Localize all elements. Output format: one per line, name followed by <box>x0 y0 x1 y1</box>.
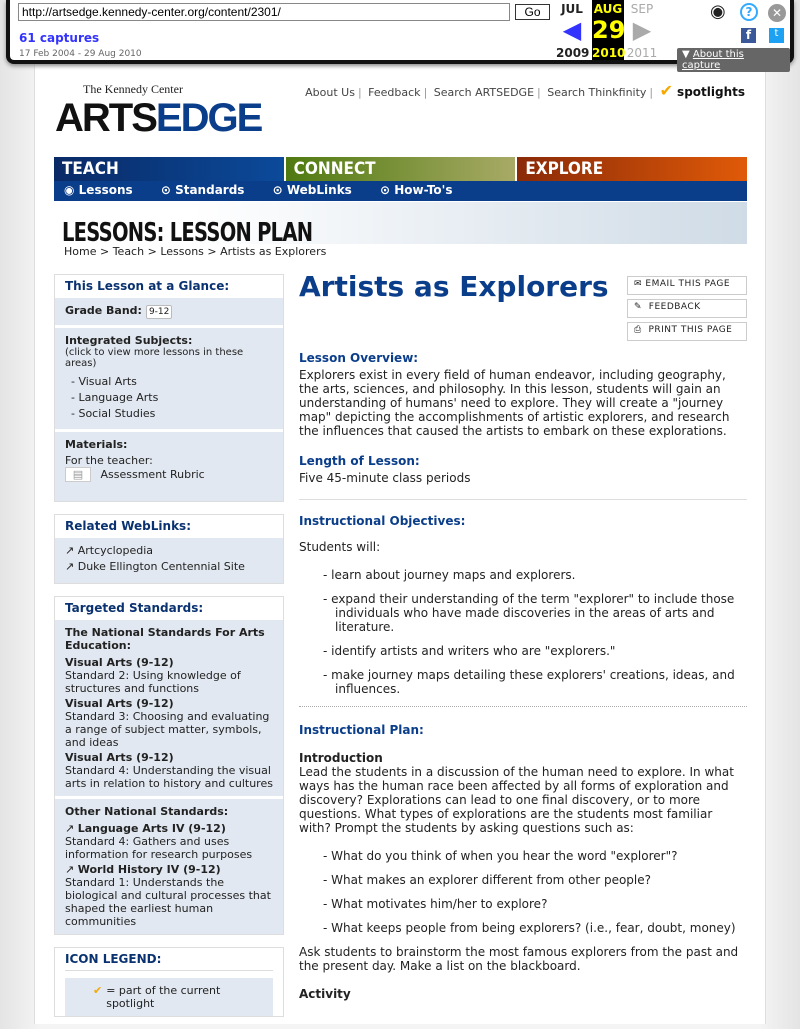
tab-explore[interactable]: EXPLORE <box>517 157 747 181</box>
standard-link[interactable]: Visual Arts (9-12) <box>65 656 174 669</box>
standard-link[interactable]: Language Arts IV (9-12) <box>77 822 226 835</box>
subjects-note: (click to view more lessons in these areas) <box>65 347 244 369</box>
capture-range: 17 Feb 2004 - 29 Aug 2010 <box>19 49 142 59</box>
subject-link[interactable]: Social Studies <box>78 407 156 420</box>
legend-text: = part of the current spotlight <box>106 984 221 1010</box>
standard-text: Standard 3: Choosing and evaluating a range of subject matter, symbols, and ideas <box>65 710 270 749</box>
structures-link[interactable]: structures <box>65 682 121 695</box>
brainstorm-text: Ask students to brainstorm the most famous explorers from the past and the present day. Make a list on the blackboard. <box>299 945 739 973</box>
standards-box <box>54 596 284 935</box>
subnav-label: Lessons <box>78 183 133 197</box>
other-standards-label: Other National Standards: <box>65 805 229 818</box>
subnav-howtos[interactable]: ⊙ How-To's <box>380 183 453 197</box>
main-content <box>299 270 747 1001</box>
about-label: About this capture <box>682 49 744 71</box>
standard-link[interactable]: Visual Arts (9-12) <box>65 697 174 710</box>
spotlight-icon: ✔ <box>93 984 103 997</box>
standard-text: and functions <box>120 682 200 695</box>
feedback-link[interactable]: Feedback <box>368 86 421 99</box>
icon-legend-box <box>54 947 284 1017</box>
subnav-label: WebLinks <box>286 183 352 197</box>
list-item: - make journey maps detailing these explorers' creations, ideas, and influences. <box>323 668 747 696</box>
sub-nav <box>54 181 747 201</box>
month-label: SEP <box>630 2 654 16</box>
url-input[interactable] <box>18 3 510 21</box>
action-label: EMAIL THIS PAGE <box>645 279 731 289</box>
breadcrumb-current: Artists as Explorers <box>220 245 327 258</box>
year-label: 2009 <box>556 46 590 60</box>
about-capture-button[interactable]: ▼ About this capture <box>677 48 790 72</box>
close-icon[interactable]: ✕ <box>768 4 786 22</box>
breadcrumb-lessons[interactable]: Lessons <box>160 245 204 258</box>
overview-heading: Lesson Overview: <box>299 351 419 365</box>
teacher-label: For the teacher: <box>65 454 153 467</box>
main-nav <box>54 157 747 181</box>
action-label: PRINT THIS PAGE <box>648 325 733 335</box>
spotlight-icon: ✔ <box>659 81 674 100</box>
objectives-list <box>323 568 747 696</box>
user-icon[interactable]: ◉ <box>710 1 726 22</box>
next-arrow-icon[interactable]: ▶ <box>632 16 652 44</box>
printer-icon: ⎙ <box>634 325 642 335</box>
edit-icon: ✎ <box>634 302 643 312</box>
weblink[interactable]: Duke Ellington Centennial Site <box>77 560 245 573</box>
list-item: - What makes an explorer different from other people? <box>323 873 747 887</box>
external-link-icon: ↗ <box>65 863 75 876</box>
lesson-title: Artists as Explorers <box>299 270 609 303</box>
page-actions <box>627 276 747 345</box>
list-item: - expand their understanding of the term "explorer" to include those individuals who have made discoveries in the areas of arts and literature. <box>323 592 747 634</box>
spotlights-link[interactable]: spotlights <box>677 85 745 99</box>
subnav-weblinks[interactable]: ⊙ WebLinks <box>272 183 352 197</box>
month-current <box>592 0 624 60</box>
year-label: 2010 <box>592 46 626 60</box>
grade-label: Grade Band: <box>65 304 142 317</box>
list-item: - What do you think of when you hear the word "explorer"? <box>323 849 747 863</box>
divider <box>299 706 747 707</box>
go-button[interactable]: Go <box>515 4 550 20</box>
search-thinkfinity-link[interactable]: Search Thinkfinity <box>547 86 647 99</box>
activity-heading: Activity <box>299 987 351 1001</box>
subject-link[interactable]: Visual Arts <box>78 375 137 388</box>
tab-teach[interactable]: TEACH <box>54 157 284 181</box>
about-us-link[interactable]: About Us <box>305 86 355 99</box>
subnav-label: Standards <box>175 183 245 197</box>
overview-text: Explorers exist in every field of human endeavor, including geography, the arts, sciences, and philosophy. In this lesson, students will gain an understanding of humans' need to explore. They will create a "journey map" depicting the accomplishments of artistic explorers, and research the influences that caused the artists to embark on these explorations. <box>299 368 730 438</box>
breadcrumb: Home > Teach > Lessons > Artists as Explorers <box>64 245 327 258</box>
year-label: 2011 <box>626 46 658 60</box>
standards-title: Targeted Standards: <box>55 597 283 619</box>
subnav-label: How-To's <box>394 183 453 197</box>
top-links: About Us | Feedback | Search ARTSEDGE | Search Thinkfinity | ✔ spotlights <box>305 81 745 100</box>
standard-link[interactable]: World History IV (9-12) <box>77 863 221 876</box>
divider <box>299 499 747 500</box>
month-label: AUG <box>593 2 623 16</box>
action-label: FEEDBACK <box>648 302 701 312</box>
weblink[interactable]: Artcyclopedia <box>77 544 153 557</box>
month-next[interactable] <box>626 0 658 60</box>
subjects-label: Integrated Subjects: <box>65 334 193 347</box>
objectives-heading: Instructional Objectives: <box>299 514 466 528</box>
weblinks-box <box>54 514 284 584</box>
assessment-rubric-link[interactable]: Assessment Rubric <box>100 468 205 481</box>
weblinks-title: Related WebLinks: <box>55 515 283 537</box>
materials-label: Materials: <box>65 438 128 451</box>
standard-text: Standard 4: Gathers and uses information for research purposes <box>65 835 253 861</box>
section-title: LESSONS: LESSON PLAN <box>62 218 313 248</box>
length-heading: Length of Lesson: <box>299 454 420 468</box>
month-prev[interactable] <box>556 0 590 60</box>
national-standards-label: The National Standards For Arts Education: <box>65 626 265 652</box>
captures-link[interactable]: 61 captures <box>19 31 100 45</box>
month-label: JUL <box>561 2 583 16</box>
logo-arts: ARTS <box>55 96 156 140</box>
subject-link[interactable]: Language Arts <box>78 391 159 404</box>
twitter-icon[interactable]: t <box>769 28 784 43</box>
document-icon: ▤ <box>65 467 91 482</box>
length-text: Five 45-minute class periods <box>299 471 471 485</box>
subnav-lessons[interactable]: ◉ Lessons <box>64 183 133 197</box>
standard-text: Standard 4: Understanding the visual arts in relation to history and cultures <box>65 764 273 790</box>
questions-list <box>323 849 747 935</box>
day-label: 29 <box>592 16 626 44</box>
glance-box: This Lesson at a Glance: Grade Band: 9-12 Integrated Subjects: (click to view more lessons in these areas) - Visual Arts - Language Arts - Social Studies Materials: For the teacher: ▤ Assessment Rubric <box>54 274 284 502</box>
breadcrumb-teach[interactable]: Teach <box>112 245 145 258</box>
prev-arrow-icon[interactable]: ◀ <box>562 16 582 44</box>
logo-edge: EDGE <box>155 96 262 140</box>
kennedy-center-label: The Kennedy Center <box>83 82 183 96</box>
page <box>34 62 766 1024</box>
print-page-button[interactable] <box>627 322 747 341</box>
standard-link[interactable]: Visual Arts (9-12) <box>65 751 174 764</box>
feedback-button[interactable] <box>627 299 747 318</box>
artsedge-logo[interactable] <box>55 82 261 139</box>
tab-connect[interactable]: CONNECT <box>286 157 516 181</box>
plan-heading: Instructional Plan: <box>299 723 424 737</box>
external-link-icon: ↗ <box>65 822 75 835</box>
standard-text: Standard 2: Using knowledge of <box>65 669 241 682</box>
search-artsedge-link[interactable]: Search ARTSEDGE <box>433 86 535 99</box>
legend-title: ICON LEGEND: <box>65 948 273 971</box>
glance-title: This Lesson at a Glance: <box>55 275 283 297</box>
breadcrumb-home[interactable]: Home <box>64 245 97 258</box>
list-item: - What motivates him/her to explore? <box>323 897 747 911</box>
standard-text: Standard 1: Understands the biological and cultural processes that shaped the earliest human communities <box>65 876 271 928</box>
list-item: - identify artists and writers who are "explorers." <box>323 644 747 658</box>
intro-text: Lead the students in a discussion of the human need to explore. In what ways has the human race been affected by all forms of exploration and discovery? Explorations can lead to one final discovery, or to more questions. What types of explorations are the students most familiar with? Prompt the students by asking questions such as: <box>299 765 734 835</box>
external-link-icon: ↗ <box>65 544 75 557</box>
students-will: Students will: <box>299 540 381 554</box>
list-item: - What keeps people from being explorers? (i.e., fear, doubt, money) <box>323 921 747 935</box>
grade-badge: 9-12 <box>146 305 172 319</box>
email-page-button[interactable] <box>627 276 747 295</box>
list-item: - learn about journey maps and explorers. <box>323 568 747 582</box>
external-link-icon: ↗ <box>65 560 75 573</box>
intro-heading: Introduction <box>299 751 383 765</box>
sidebar <box>54 274 284 1029</box>
help-icon[interactable]: ? <box>740 3 758 21</box>
wayback-toolbar <box>6 0 794 71</box>
email-icon: ✉ <box>634 279 643 289</box>
subnav-standards[interactable]: ⊙ Standards <box>160 183 245 197</box>
facebook-icon[interactable]: f <box>741 28 756 43</box>
section-banner <box>54 202 747 248</box>
